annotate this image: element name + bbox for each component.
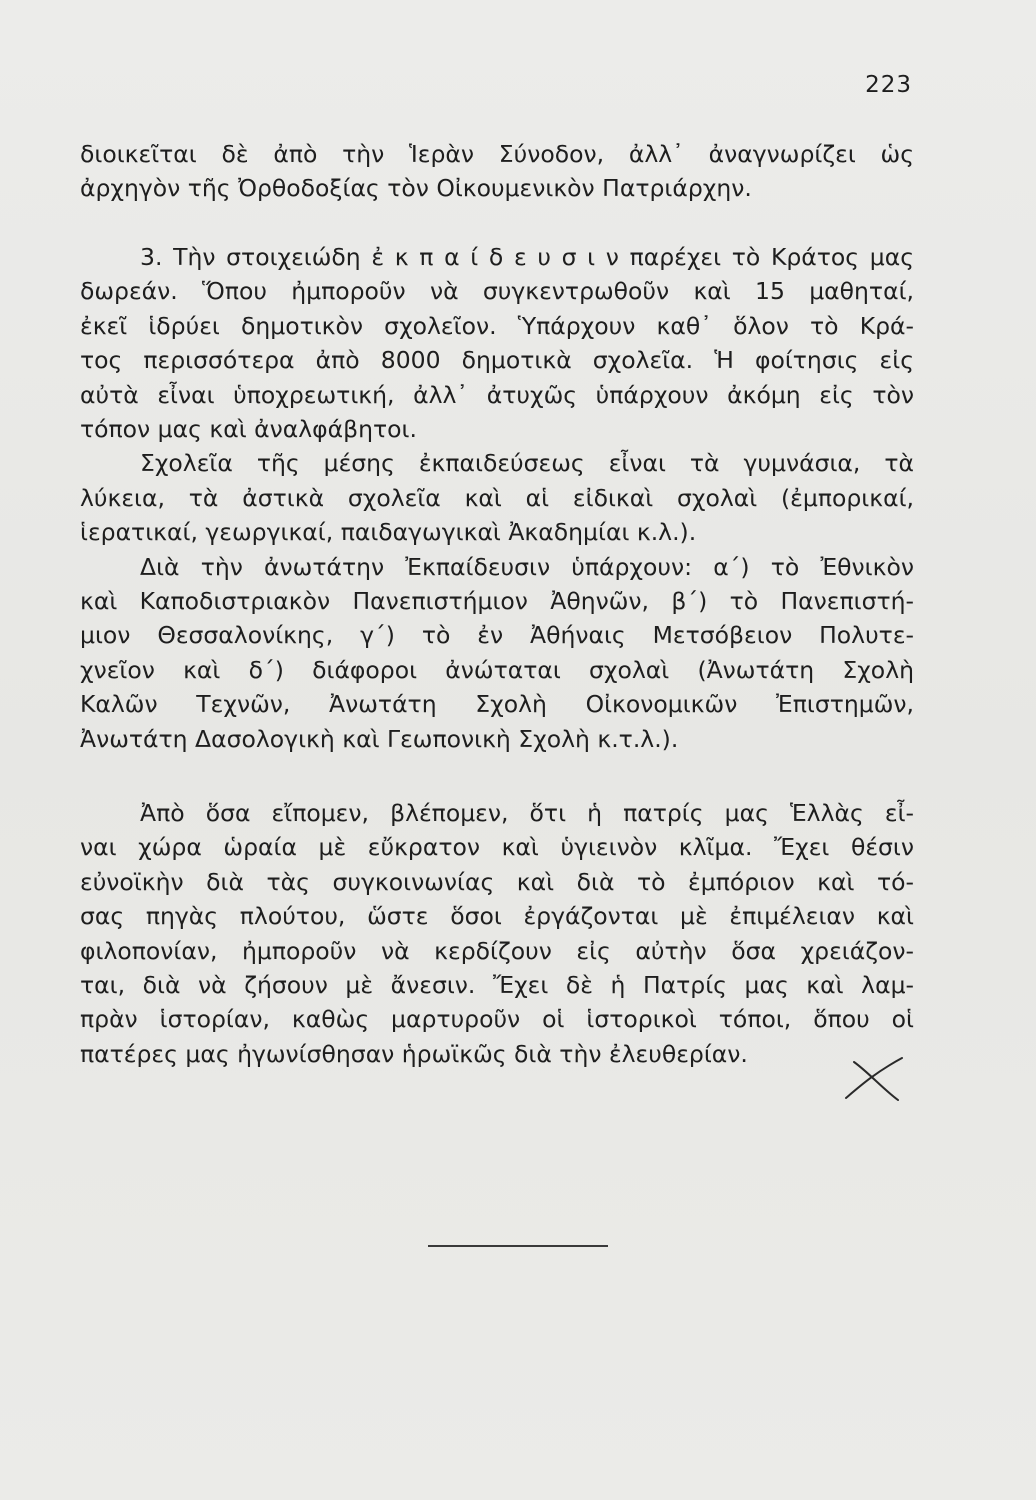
text-line: Σχολεῖα τῆς μέσης ἐκπαιδεύσεως εἶναι τὰ γυμνάσια, τὰ	[140, 449, 914, 478]
text-line: ἐκεῖ ἱδρύει δημοτικὸν σχολεῖον. Ὑπάρχουν καθ᾽ ὅλον τὸ Κρά-	[80, 311, 914, 340]
text-line: δωρεάν. Ὅπου ἠμποροῦν νὰ συγκεντρωθοῦν καὶ 15 μαθηταί,	[80, 277, 914, 306]
education-section	[80, 240, 914, 756]
text-line: καὶ Καποδιστριακὸν Πανεπιστήμιον Ἀθηνῶν, β΄) τὸ Πανεπιστή-	[80, 587, 914, 616]
text-line: τος περισσότερα ἀπὸ 8000 δημοτικὰ σχολεῖα. Ἡ φοίτησις εἰς	[80, 346, 914, 375]
text-line: σας πηγὰς πλούτου, ὥστε ὅσοι ἐργάζονται μὲ ἐπιμέλειαν καὶ	[80, 902, 914, 931]
text-line: ἀρχηγὸν τῆς Ὀρθοδοξίας τὸν Οἰκουμενικὸν Πατριάρχην.	[80, 174, 752, 203]
text-line: ναι χώρα ὡραία μὲ εὔκρατον καὶ ὑγιεινὸν κλῖμα. Ἔχει θέσιν	[80, 833, 914, 862]
text-line: αὐτὰ εἶναι ὑποχρεωτική, ἀλλ᾽ ἀτυχῶς ὑπάρχουν ἀκόμη εἰς τὸν	[80, 380, 914, 409]
text-line: φιλοπονίαν, ἠμποροῦν νὰ κερδίζουν εἰς αὐτὴν ὅσα χρειάζον-	[80, 936, 914, 965]
text-line: Καλῶν Τεχνῶν, Ἀνωτάτη Σχολὴ Οἰκονομικῶν Ἐπιστημῶν,	[80, 690, 914, 719]
page-number: 223	[865, 72, 912, 98]
text-line: διοικεῖται δὲ ἀπὸ τὴν Ἱερὰν Σύνοδον, ἀλλ᾽ ἀναγνωρίζει ὡς	[80, 140, 914, 168]
closing-rule	[428, 1245, 608, 1247]
conclusion-paragraph	[80, 796, 914, 1071]
text-line: λύκεια, τὰ ἀστικὰ σχολεῖα καὶ αἱ εἰδικαὶ σχολαὶ (ἐμπορικαί,	[80, 483, 914, 512]
text-line: τόπον μας καὶ ἀναλφάβητοι.	[80, 415, 417, 444]
text-line: μιον Θεσσαλονίκης, γ΄) τὸ ἐν Ἀθήναις Μετσόβειον Πολυτε-	[80, 621, 914, 650]
text-line: πατέρες μας ἠγωνίσθησαν ἡρωϊκῶς διὰ τὴν ἐλευθερίαν.	[80, 1039, 748, 1068]
text-line: ἱερατικαί, γεωργικαί, παιδαγωγικαὶ Ἀκαδημίαι κ.λ.).	[80, 518, 697, 547]
text-line: πρὰν ἱστορίαν, καθὼς μαρτυροῦν οἱ ἱστορικοὶ τόποι, ὅπου οἱ	[80, 1005, 914, 1034]
text-line: Ἀνωτάτη Δασολογικὴ καὶ Γεωπονικὴ Σχολὴ κ.τ.λ.).	[80, 724, 679, 753]
text-line: χνεῖον καὶ δ΄) διάφοροι ἀνώταται σχολαὶ (Ἀνωτάτη Σχολὴ	[80, 655, 914, 684]
text-line: ται, διὰ νὰ ζήσουν μὲ ἄνεσιν. Ἔχει δὲ ἡ Πατρίς μας καὶ λαμ-	[80, 971, 914, 1000]
text-line: 3. Τὴν στοιχειώδη ἐ κ π α ί δ ε υ σ ι ν παρέχει τὸ Κράτος μας	[140, 243, 914, 271]
text-line: Διὰ τὴν ἀνωτάτην Ἐκπαίδευσιν ὑπάρχουν: α΄) τὸ Ἐθνικὸν	[140, 552, 914, 581]
handwritten-cross-mark	[840, 1050, 910, 1105]
text-line: Ἀπὸ ὅσα εἴπομεν, βλέπομεν, ὅτι ἡ πατρίς μας Ἑλλὰς εἶ-	[140, 799, 914, 827]
text-line: εὐνοϊκὴν διὰ τὰς συγκοινωνίας καὶ διὰ τὸ ἐμπόριον καὶ τό-	[80, 867, 914, 896]
intro-paragraph	[80, 137, 914, 206]
